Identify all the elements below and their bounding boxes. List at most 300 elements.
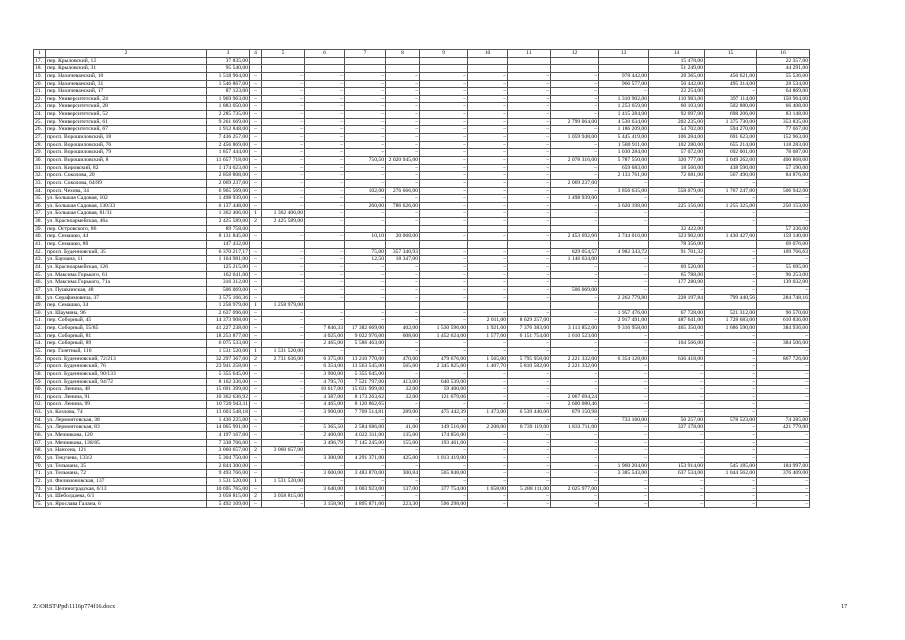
- table-cell: 84 876,00: [757, 172, 810, 180]
- table-cell: –: [386, 72, 420, 80]
- table-cell: –: [757, 332, 810, 340]
- table-cell: –: [508, 187, 551, 195]
- table-cell: 58.: [34, 370, 46, 378]
- table-cell: –: [508, 141, 551, 149]
- table-cell: –: [705, 386, 757, 394]
- table-cell: –: [649, 218, 705, 226]
- table-cell: –: [599, 432, 649, 440]
- table-cell: –: [250, 179, 262, 187]
- table-cell: –: [757, 195, 810, 203]
- table-cell: 2: [250, 218, 262, 226]
- table-cell: –: [757, 393, 810, 401]
- table-cell: –: [757, 401, 810, 409]
- table-cell: –: [386, 134, 420, 142]
- table-cell: 51 249,00: [649, 65, 705, 73]
- table-cell: –: [599, 263, 649, 271]
- address-cell: пер. Островского, 86: [46, 225, 207, 233]
- table-cell: –: [705, 378, 757, 386]
- table-cell: –: [649, 454, 705, 462]
- table-cell: –: [705, 409, 757, 417]
- table-cell: 45.: [34, 271, 46, 279]
- table-cell: 1 049 262,00: [705, 156, 757, 164]
- table-cell: 53.: [34, 332, 46, 340]
- table-cell: –: [262, 126, 305, 134]
- address-cell: ул. Козлова, 74: [46, 409, 207, 417]
- table-cell: –: [305, 493, 345, 501]
- table-cell: –: [468, 164, 508, 172]
- table-cell: 2 400,00: [305, 432, 345, 440]
- table-cell: 57.: [34, 363, 46, 371]
- table-cell: –: [345, 309, 386, 317]
- table-cell: 2 345 825,00: [420, 363, 468, 371]
- table-cell: –: [420, 111, 468, 119]
- table-cell: 72 681,00: [649, 172, 705, 180]
- table-cell: 60.: [34, 386, 46, 394]
- table-cell: [250, 225, 262, 233]
- table-cell: –: [386, 126, 420, 134]
- table-cell: [508, 57, 551, 65]
- table-cell: –: [250, 286, 262, 294]
- table-cell: 1 957 476,00: [599, 309, 649, 317]
- table-cell: 1 310 902,00: [599, 95, 649, 103]
- table-cell: 1 531 520,00: [262, 477, 305, 485]
- table-cell: –: [468, 233, 508, 241]
- table-cell: –: [599, 195, 649, 203]
- table-cell: 42.: [34, 248, 46, 256]
- header-cell: 8: [386, 50, 420, 58]
- address-cell: ул. Тельмана, 35: [46, 462, 207, 470]
- table-cell: –: [262, 88, 305, 96]
- table-cell: –: [386, 286, 420, 294]
- table-cell: –: [551, 470, 599, 478]
- table-cell: –: [508, 370, 551, 378]
- table-cell: –: [508, 309, 551, 317]
- address-cell: пер. Университетский, 52: [46, 111, 207, 119]
- table-cell: –: [649, 286, 705, 294]
- table-row: [34, 286, 810, 294]
- table-cell: 786 626,00: [386, 202, 420, 210]
- table-cell: 78 356,00: [649, 241, 705, 249]
- table-cell: –: [551, 416, 599, 424]
- table-cell: 12,50: [345, 256, 386, 264]
- table-row: [34, 187, 810, 195]
- table-cell: –: [305, 88, 345, 96]
- table-cell: 2 453 692,00: [551, 233, 599, 241]
- table-cell: –: [386, 95, 420, 103]
- table-cell: –: [345, 347, 386, 355]
- table-row: [34, 416, 810, 424]
- table-cell: –: [345, 134, 386, 142]
- table-cell: 2 799 064,00: [551, 118, 599, 126]
- table-cell: –: [468, 134, 508, 142]
- table-cell: 77 667,00: [757, 126, 810, 134]
- table-cell: 5 810 582,00: [508, 363, 551, 371]
- table-cell: 655 214,00: [705, 141, 757, 149]
- table-cell: –: [250, 454, 262, 462]
- table-cell: –: [262, 332, 305, 340]
- table-cell: –: [420, 141, 468, 149]
- table-cell: –: [262, 401, 305, 409]
- table-cell: 2 858 808,00: [207, 172, 250, 180]
- table-cell: 1 498 939,00: [207, 195, 250, 203]
- table-cell: 1 686 590,00: [705, 325, 757, 333]
- table-cell: –: [508, 156, 551, 164]
- table-cell: –: [250, 111, 262, 119]
- table-cell: –: [345, 126, 386, 134]
- table-cell: –: [705, 493, 757, 501]
- table-cell: 225 156,00: [649, 202, 705, 210]
- table-cell: –: [508, 294, 551, 302]
- address-cell: ул. Текучева, 133/2: [46, 454, 207, 462]
- table-cell: –: [305, 141, 345, 149]
- table-cell: 1 253 659,00: [599, 103, 649, 111]
- table-cell: –: [305, 294, 345, 302]
- address-cell: ул. Шаумяна, 96: [46, 309, 207, 317]
- table-cell: [250, 241, 262, 249]
- table-cell: 91 701,32: [649, 248, 705, 256]
- table-cell: –: [250, 378, 262, 386]
- table-cell: –: [757, 370, 810, 378]
- table-cell: 1 407,70: [468, 363, 508, 371]
- table-cell: 1 146 634,00: [551, 256, 599, 264]
- address-cell: ул. Тельмана, 72: [46, 470, 207, 478]
- table-cell: 1 960 204,00: [599, 462, 649, 470]
- table-cell: –: [420, 164, 468, 172]
- table-cell: 1 531 520,00: [262, 347, 305, 355]
- table-row: [34, 470, 810, 478]
- table-cell: 2 425 589,00: [207, 218, 250, 226]
- table-cell: –: [305, 95, 345, 103]
- table-cell: –: [508, 462, 551, 470]
- table-cell: –: [262, 454, 305, 462]
- table-cell: –: [468, 187, 508, 195]
- table-cell: –: [386, 462, 420, 470]
- table-cell: [599, 225, 649, 233]
- table-cell: 39.: [34, 225, 46, 233]
- table-cell: –: [420, 202, 468, 210]
- table-cell: –: [599, 401, 649, 409]
- table-cell: –: [345, 80, 386, 88]
- table-cell: –: [705, 271, 757, 279]
- table-cell: –: [250, 263, 262, 271]
- table-cell: –: [599, 218, 649, 226]
- table-cell: 28.: [34, 141, 46, 149]
- table-cell: –: [305, 248, 345, 256]
- table-cell: –: [262, 271, 305, 279]
- table-cell: 32,00: [386, 386, 420, 394]
- table-cell: –: [386, 179, 420, 187]
- table-row: [34, 111, 810, 119]
- table-cell: 118 283,00: [757, 141, 810, 149]
- table-cell: 3 744 016,00: [599, 233, 649, 241]
- table-cell: –: [345, 279, 386, 287]
- table-cell: –: [508, 263, 551, 271]
- table-cell: –: [599, 332, 649, 340]
- table-cell: 13 603 548,18: [207, 409, 250, 417]
- table-cell: –: [262, 462, 305, 470]
- table-cell: –: [250, 88, 262, 96]
- table-row: [34, 141, 810, 149]
- table-cell: 276 666,00: [386, 187, 420, 195]
- table-cell: –: [420, 294, 468, 302]
- table-cell: 6 354 128,00: [599, 355, 649, 363]
- address-cell: пер. Крыловский, 12: [46, 57, 207, 65]
- table-cell: –: [420, 263, 468, 271]
- table-cell: –: [551, 126, 599, 134]
- table-cell: –: [305, 271, 345, 279]
- table-cell: 2 025 977,00: [551, 485, 599, 493]
- table-cell: –: [345, 88, 386, 96]
- table-cell: [468, 302, 508, 310]
- table-cell: –: [420, 126, 468, 134]
- table-cell: –: [305, 149, 345, 157]
- table-cell: –: [551, 500, 599, 508]
- table-cell: 69.: [34, 454, 46, 462]
- table-cell: [386, 225, 420, 233]
- table-cell: –: [386, 477, 420, 485]
- address-cell: ул. Шеболдаева, 6/1: [46, 493, 207, 501]
- table-cell: –: [551, 279, 599, 287]
- table-cell: 659 683,00: [599, 164, 649, 172]
- table-cell: –: [649, 401, 705, 409]
- table-cell: 78 087,00: [757, 149, 810, 157]
- table-cell: 384 936,00: [757, 325, 810, 333]
- table-cell: 67.: [34, 439, 46, 447]
- table-cell: 17.: [34, 57, 46, 65]
- table-cell: –: [262, 156, 305, 164]
- table-cell: –: [262, 309, 305, 317]
- table-cell: –: [345, 271, 386, 279]
- table-cell: –: [757, 347, 810, 355]
- table-cell: [508, 65, 551, 73]
- table-cell: 24.: [34, 111, 46, 119]
- table-cell: –: [305, 118, 345, 126]
- table-cell: 3 483 870,00: [345, 470, 386, 478]
- table-cell: [551, 57, 599, 65]
- table-cell: –: [305, 195, 345, 203]
- table-cell: 3 003 923,00: [345, 485, 386, 493]
- table-cell: 75,00: [345, 248, 386, 256]
- table-cell: –: [599, 485, 649, 493]
- table-cell: –: [508, 179, 551, 187]
- table-cell: –: [250, 202, 262, 210]
- table-cell: –: [551, 149, 599, 157]
- header-cell: 13: [599, 50, 649, 58]
- table-cell: [345, 302, 386, 310]
- table-cell: 69 076,00: [757, 241, 810, 249]
- table-cell: 487 641,00: [649, 317, 705, 325]
- table-cell: 2 600 080,46: [551, 401, 599, 409]
- table-cell: –: [305, 286, 345, 294]
- table-cell: 2 069 237,00: [207, 179, 250, 187]
- table-cell: 8 120 862,65: [345, 401, 386, 409]
- address-cell: ул. Пушкинская, 48: [46, 286, 207, 294]
- table-cell: –: [305, 309, 345, 317]
- table-cell: 18.: [34, 65, 46, 73]
- table-cell: 18 347,00: [386, 256, 420, 264]
- address-cell: просп. Буденновский, 35: [46, 248, 207, 256]
- table-cell: –: [508, 477, 551, 485]
- table-row: [34, 225, 810, 233]
- address-cell: просп. Ворошиловский, 18: [46, 134, 207, 142]
- table-row: [34, 202, 810, 210]
- table-cell: –: [250, 340, 262, 348]
- table-cell: –: [705, 424, 757, 432]
- table-cell: –: [468, 347, 508, 355]
- table-cell: 89 758,00: [207, 225, 250, 233]
- table-cell: 1 531 520,00: [207, 347, 250, 355]
- table-cell: 2 844 300,00: [207, 462, 250, 470]
- table-cell: 68.: [34, 447, 46, 455]
- table-cell: –: [705, 363, 757, 371]
- address-cell: просп. Ворошиловский, 79: [46, 149, 207, 157]
- table-cell: –: [386, 218, 420, 226]
- table-cell: –: [508, 286, 551, 294]
- table-cell: –: [468, 179, 508, 187]
- table-cell: 5 795 958,00: [508, 355, 551, 363]
- table-cell: –: [551, 141, 599, 149]
- table-cell: 13 563 545,00: [345, 363, 386, 371]
- table-cell: –: [420, 256, 468, 264]
- table-cell: 1 577,00: [468, 332, 508, 340]
- table-cell: –: [551, 309, 599, 317]
- table-cell: –: [386, 340, 420, 348]
- table-cell: –: [705, 485, 757, 493]
- table-cell: 400 868,00: [757, 156, 810, 164]
- table-cell: –: [508, 149, 551, 157]
- address-cell: ул. Серафимовича, 37: [46, 294, 207, 302]
- table-cell: –: [250, 424, 262, 432]
- table-row: [34, 218, 810, 226]
- table-cell: –: [250, 195, 262, 203]
- table-cell: 41,00: [386, 424, 420, 432]
- table-cell: –: [468, 218, 508, 226]
- table-cell: –: [262, 370, 305, 378]
- table-cell: 60 103,00: [649, 103, 705, 111]
- table-cell: 1 255 325,00: [705, 202, 757, 210]
- table-cell: 23 941 258,00: [207, 363, 250, 371]
- table-cell: –: [305, 103, 345, 111]
- table-cell: –: [757, 432, 810, 440]
- budget-table: [33, 49, 810, 508]
- table-cell: [250, 57, 262, 65]
- address-cell: пер. Крыловский, 31: [46, 65, 207, 73]
- header-cell: 12: [551, 50, 599, 58]
- address-cell: просп. Кировский, 82: [46, 164, 207, 172]
- table-cell: 61.: [34, 393, 46, 401]
- table-cell: –: [599, 370, 649, 378]
- table-cell: –: [551, 462, 599, 470]
- table-cell: –: [705, 248, 757, 256]
- table-cell: 121 679,06: [420, 393, 468, 401]
- table-row: [34, 454, 810, 462]
- table-cell: 193 461,00: [420, 439, 468, 447]
- table-cell: –: [508, 378, 551, 386]
- table-cell: –: [508, 202, 551, 210]
- table-cell: 479 676,00: [420, 355, 468, 363]
- table-cell: 1 059 948,00: [551, 134, 599, 142]
- table-row: [34, 500, 810, 508]
- table-cell: 102,00: [345, 187, 386, 195]
- table-row: [34, 179, 810, 187]
- table-cell: –: [508, 470, 551, 478]
- table-cell: –: [757, 378, 810, 386]
- table-cell: –: [705, 401, 757, 409]
- table-cell: –: [386, 210, 420, 218]
- table-cell: –: [305, 279, 345, 287]
- table-cell: –: [262, 432, 305, 440]
- table-cell: 2 637 096,00: [207, 309, 250, 317]
- table-cell: 384 506,00: [757, 340, 810, 348]
- table-cell: –: [305, 156, 345, 164]
- table-cell: –: [250, 462, 262, 470]
- table-cell: 228 197,84: [649, 294, 705, 302]
- table-cell: 3 385 543,00: [599, 470, 649, 478]
- table-cell: –: [345, 218, 386, 226]
- table-cell: 8 739 119,00: [508, 424, 551, 432]
- table-cell: –: [386, 141, 420, 149]
- table-row: [34, 439, 810, 447]
- table-cell: –: [551, 72, 599, 80]
- table-cell: –: [508, 72, 551, 80]
- table-cell: [508, 241, 551, 249]
- table-cell: 8 162 336,00: [207, 378, 250, 386]
- table-cell: 66.: [34, 432, 46, 440]
- table-cell: –: [468, 393, 508, 401]
- table-cell: 54.: [34, 340, 46, 348]
- table-cell: 174 856,00: [420, 432, 468, 440]
- table-cell: 57 336,00: [757, 225, 810, 233]
- table-cell: –: [250, 172, 262, 180]
- table-cell: –: [262, 134, 305, 142]
- table-cell: –: [508, 95, 551, 103]
- table-cell: –: [705, 286, 757, 294]
- address-cell: пер. Университетский, 67: [46, 126, 207, 134]
- table-cell: 1 186 209,00: [599, 126, 649, 134]
- table-cell: –: [345, 95, 386, 103]
- table-cell: 456 621,00: [705, 72, 757, 80]
- address-cell: ул. Баумана, 11: [46, 256, 207, 264]
- table-cell: –: [262, 424, 305, 432]
- table-cell: 6 137 448,00: [207, 202, 250, 210]
- table-cell: 567 490,00: [705, 172, 757, 180]
- table-row: [34, 279, 810, 287]
- table-cell: 966 577,00: [599, 80, 649, 88]
- table-cell: –: [757, 256, 810, 264]
- table-cell: [305, 241, 345, 249]
- header-cell: 1: [34, 50, 46, 58]
- table-cell: 3 856 635,00: [599, 187, 649, 195]
- address-cell: ул. Нансена, 121: [46, 447, 207, 455]
- table-cell: –: [250, 134, 262, 142]
- table-cell: 3 640,00: [305, 485, 345, 493]
- table-cell: 20.: [34, 80, 46, 88]
- table-cell: 5 445 419,00: [599, 134, 649, 142]
- table-cell: [468, 225, 508, 233]
- table-cell: 2 262 779,80: [599, 294, 649, 302]
- address-cell: просп. Ленина, 91: [46, 393, 207, 401]
- table-cell: [551, 225, 599, 233]
- table-row: [34, 393, 810, 401]
- table-cell: –: [420, 370, 468, 378]
- table-cell: –: [649, 195, 705, 203]
- table-cell: 1 610 523,00: [551, 332, 599, 340]
- table-cell: –: [551, 439, 599, 447]
- table-cell: 2: [250, 447, 262, 455]
- table-cell: 69 520,00: [649, 263, 705, 271]
- table-cell: –: [468, 263, 508, 271]
- table-cell: –: [262, 80, 305, 88]
